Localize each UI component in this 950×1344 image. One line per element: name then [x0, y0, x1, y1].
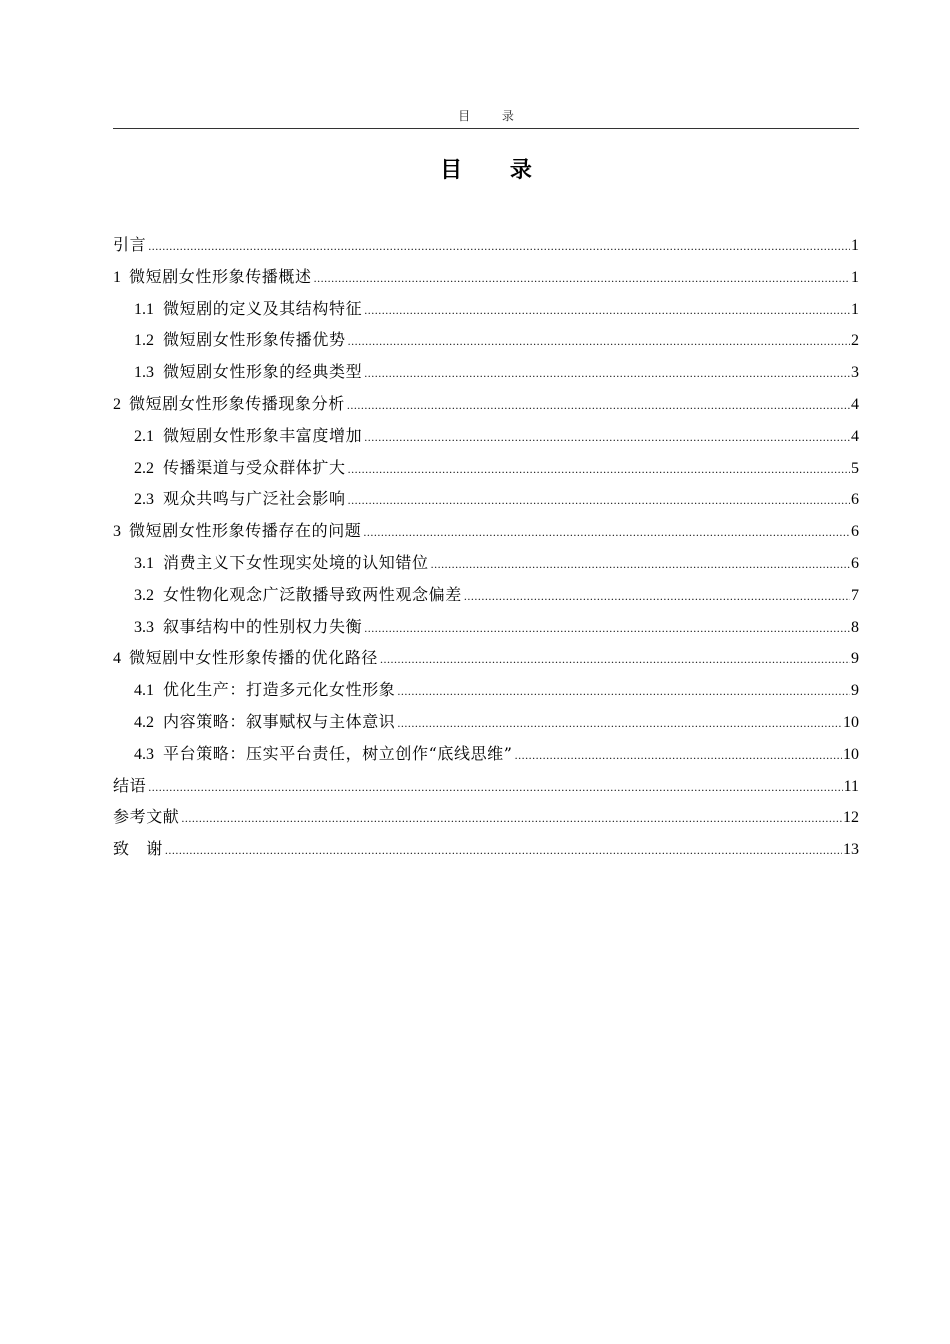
toc-entry-text: 微短剧女性形象传播概述 — [129, 266, 312, 286]
toc-entry-number: 4 — [113, 650, 121, 668]
toc-entry-number: 2 — [113, 395, 121, 413]
toc-entry-text: 消费主义下女性现实处境的认知错位 — [163, 552, 429, 572]
toc-entry-text: 微短剧女性形象丰富度增加 — [163, 425, 363, 445]
dot-leader — [380, 644, 850, 676]
toc-entry-section-3-1[interactable] — [113, 547, 859, 579]
dot-leader — [348, 326, 850, 358]
dot-leader — [148, 231, 850, 263]
toc-page-number: 1 — [851, 237, 859, 254]
toc-entry-acknowledgements[interactable] — [113, 833, 859, 865]
toc-entry-text: 微短剧中女性形象传播的优化路径 — [129, 648, 379, 668]
toc-entry-text: 微短剧女性形象传播现象分析 — [129, 393, 345, 413]
toc-entry-conclusion[interactable] — [113, 770, 859, 802]
toc-page-number: 10 — [843, 745, 859, 763]
toc-entry-section-4-3[interactable] — [113, 738, 859, 770]
toc-entry-number: 1.2 — [134, 332, 154, 350]
toc-entry-text: 致 谢 — [113, 839, 163, 859]
toc-entry-number: 2.3 — [134, 491, 154, 509]
toc-entry-section-1-3[interactable] — [113, 356, 859, 388]
toc-entry-section-2-2[interactable] — [113, 452, 859, 484]
page-title-text: 目 录 — [440, 158, 552, 183]
toc-page-number: 5 — [851, 459, 859, 477]
toc-entry-text: 微短剧女性形象传播优势 — [163, 330, 346, 350]
toc-entry-text: 微短剧女性形象传播存在的问题 — [129, 521, 362, 541]
toc-page-number: 10 — [843, 713, 859, 731]
toc-entry-chapter-4[interactable] — [113, 642, 859, 674]
toc-page-number: 7 — [851, 586, 859, 604]
toc-page-number: 1 — [851, 300, 859, 318]
toc-entry-text: 叙事结构中的性别权力失衡 — [163, 616, 363, 636]
toc-page-number: 6 — [851, 523, 859, 541]
toc-entry-text: 参考文献 — [113, 807, 180, 827]
toc-entry-text: 观众共鸣与广泛社会影响 — [163, 489, 346, 509]
toc-entry-number: 4.2 — [134, 713, 154, 731]
toc-entry-number: 1.1 — [134, 300, 154, 318]
toc-entry-number: 4.1 — [134, 682, 154, 700]
running-header — [113, 108, 859, 124]
toc-entry-section-3-3[interactable] — [113, 611, 859, 643]
dot-leader — [364, 295, 850, 327]
toc-entry-chapter-3[interactable] — [113, 515, 859, 547]
toc-entry-references[interactable] — [113, 801, 859, 833]
toc-entry-chapter-2[interactable] — [113, 388, 859, 420]
toc-page-number: 8 — [851, 618, 859, 636]
toc-entry-text: 微短剧的定义及其结构特征 — [163, 298, 363, 318]
toc-entry-number: 3.2 — [134, 586, 154, 604]
toc-page-number: 3 — [851, 364, 859, 382]
toc-entry-text: 内容策略：叙事赋权与主体意识 — [163, 711, 396, 731]
dot-leader — [464, 581, 850, 613]
toc-entry-intro[interactable] — [113, 229, 859, 261]
toc-page-number: 6 — [851, 554, 859, 572]
toc-entry-text: 引言 — [113, 235, 147, 254]
toc-page-number: 13 — [843, 841, 859, 859]
dot-leader — [515, 740, 842, 772]
dot-leader — [363, 517, 850, 549]
toc-entry-text: 女性物化观念广泛散播导致两性观念偏差 — [163, 584, 462, 604]
dot-leader — [397, 708, 842, 740]
dot-leader — [431, 549, 850, 581]
header-rule — [113, 128, 859, 129]
toc-page-number: 4 — [851, 395, 859, 413]
toc-entry-number: 3 — [113, 523, 121, 541]
toc-entry-number: 2.2 — [134, 459, 154, 477]
toc-entry-text: 优化生产：打造多元化女性形象 — [163, 680, 396, 700]
toc-entry-section-2-1[interactable] — [113, 420, 859, 452]
toc-entry-section-4-1[interactable] — [113, 674, 859, 706]
dot-leader — [397, 676, 850, 708]
toc-page-number: 9 — [851, 650, 859, 668]
dot-leader — [314, 263, 850, 295]
dot-leader — [348, 485, 850, 517]
toc-entry-text: 传播渠道与受众群体扩大 — [163, 457, 346, 477]
running-header-text: 目 录 — [458, 109, 528, 123]
toc-entry-section-1-1[interactable] — [113, 293, 859, 325]
toc-entry-text: 平台策略：压实平台责任，树立创作“底线思维” — [163, 743, 513, 763]
toc-entry-text: 结语 — [113, 775, 147, 795]
dot-leader — [364, 422, 850, 454]
toc-entry-number: 3.3 — [134, 618, 154, 636]
toc-entry-number: 2.1 — [134, 427, 154, 445]
toc-page-number: 11 — [843, 777, 859, 795]
dot-leader — [181, 803, 842, 835]
toc-page-number: 12 — [843, 809, 859, 827]
toc-entry-section-1-2[interactable] — [113, 324, 859, 356]
toc-page-number: 2 — [851, 332, 859, 350]
toc-page-number: 1 — [851, 268, 859, 286]
toc-entry-text: 微短剧女性形象的经典类型 — [163, 362, 363, 382]
toc-entry-chapter-1[interactable] — [113, 261, 859, 293]
toc-page-number: 4 — [851, 427, 859, 445]
toc-page-number: 9 — [851, 682, 859, 700]
toc-page-number: 6 — [851, 491, 859, 509]
toc-entry-section-2-3[interactable] — [113, 483, 859, 515]
toc-entry-number: 1.3 — [134, 364, 154, 382]
dot-leader — [148, 772, 842, 804]
toc-entry-number: 3.1 — [134, 554, 154, 572]
dot-leader — [364, 613, 850, 645]
dot-leader — [364, 358, 850, 390]
dot-leader — [348, 454, 850, 486]
toc-entry-section-3-2[interactable] — [113, 579, 859, 611]
toc-entry-number: 4.3 — [134, 745, 154, 763]
toc-entry-number: 1 — [113, 268, 121, 286]
toc-entry-section-4-2[interactable] — [113, 706, 859, 738]
dot-leader — [347, 390, 850, 422]
table-of-contents — [113, 229, 859, 865]
dot-leader — [165, 835, 842, 867]
page-title — [113, 156, 859, 186]
